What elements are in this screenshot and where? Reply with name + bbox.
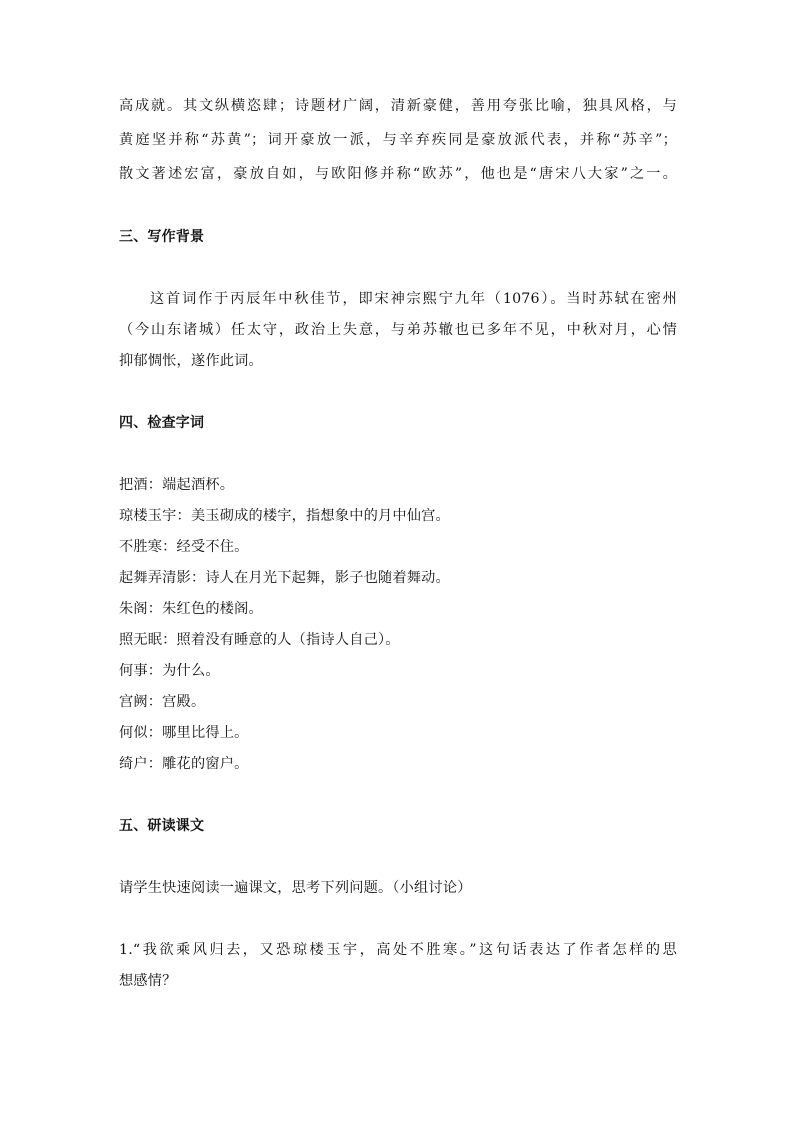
- background-line-1: 这首词作于丙辰年中秋佳节，即宋神宗熙宁九年（1076）。当时苏轼在密州: [150, 291, 677, 307]
- vocab-item: 宫阙：宫殿。: [119, 694, 206, 710]
- intro-line-2: 黄庭坚并称“苏黄”；词开豪放一派，与辛弃疾同是豪放派代表，并称“苏辛”；: [119, 132, 677, 148]
- intro-line-1: 高成就。其文纵横恣肆；诗题材广阔，清新豪健，善用夸张比喻，独具风格，与: [119, 98, 677, 114]
- vocab-item: 琼楼玉宇：美玉砌成的楼宇，指想象中的月中仙宫。: [119, 508, 450, 524]
- vocab-item: 绮户：雕花的窗户。: [119, 756, 249, 772]
- vocab-item: 何事：为什么。: [119, 663, 220, 679]
- vocab-item: 把酒：端起酒杯。: [119, 477, 235, 493]
- question-1-line-1: 1.“我欲乘风归去，又恐琼楼玉宇，高处不胜寒。”这句话表达了作者怎样的思: [119, 942, 677, 958]
- vocab-item: 朱阁：朱红色的楼阁。: [119, 601, 263, 617]
- vocab-item: 不胜寒：经受不住。: [119, 539, 249, 555]
- vocab-item: 照无眠：照着没有睡意的人（指诗人自己）。: [119, 632, 400, 648]
- document-page: [119, 0, 679, 1123]
- intro-line-3: 散文著述宏富，豪放自如，与欧阳修并称“欧苏”，他也是“唐宋八大家”之一。: [119, 166, 677, 182]
- vocab-item: 何似：哪里比得上。: [119, 725, 249, 741]
- section-heading-vocabulary: 四、检查字词: [119, 415, 205, 431]
- section-heading-writing-background: 三、写作背景: [119, 229, 205, 245]
- vocab-item: 起舞弄清影：诗人在月光下起舞，影子也随着舞动。: [119, 570, 450, 586]
- background-line-3: 抑郁惆怅，遂作此词。: [119, 353, 263, 369]
- section-heading-study-text: 五、研读课文: [119, 818, 205, 834]
- discussion-prompt: 请学生快速阅读一遍课文，思考下列问题。（小组讨论）: [119, 880, 472, 896]
- background-line-2: （今山东诸城）任太守，政治上失意，与弟苏辙也已多年不见，中秋对月，心情: [119, 322, 677, 338]
- question-1-line-2: 想感情？: [119, 973, 177, 989]
